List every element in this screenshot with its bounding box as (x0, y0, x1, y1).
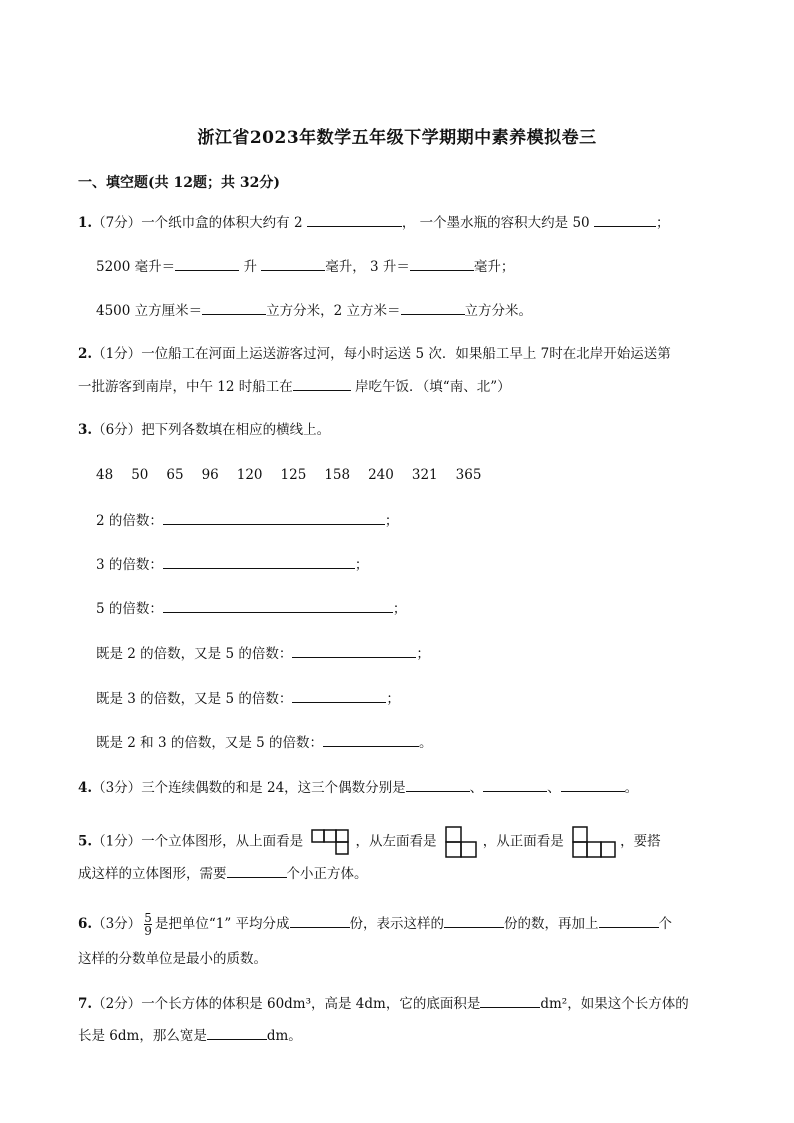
answer-blank[interactable] (323, 732, 419, 747)
question-4-line-1 (78, 777, 638, 797)
answer-blank[interactable] (290, 913, 350, 928)
answer-blank[interactable] (307, 212, 402, 227)
front-view-figure (572, 826, 616, 858)
question-7-line-1 (78, 993, 689, 1013)
multiples-of-2-and-5-line (96, 643, 430, 663)
page-title: 浙江省2023年数学五年级下学期期中素养模拟卷三 (197, 128, 597, 148)
number-item: 365 (455, 467, 482, 483)
question-score: （7分） (92, 215, 142, 231)
question-text: 一个长方体的体积是 60dm³，高是 4dm，它的底面积是 (141, 996, 481, 1012)
question-score: （1分） (92, 833, 142, 850)
question-text: ； (392, 601, 407, 617)
question-text: 长是 6dm，那么宽是 (78, 1028, 207, 1044)
question-text: 、 (469, 780, 484, 796)
question-text: 。 (624, 780, 639, 796)
question-text: 。 (419, 735, 433, 751)
question-number: 6. (78, 916, 93, 932)
question-number: 4. (78, 780, 93, 796)
answer-blank[interactable] (202, 300, 266, 315)
answer-blank[interactable] (480, 993, 540, 1008)
question-text: 份，表示这样的 (349, 916, 445, 932)
number-item: 50 (131, 467, 149, 483)
answer-blank[interactable] (163, 598, 393, 613)
number-item: 321 (411, 467, 438, 483)
question-text: 4500 立方厘米＝ (96, 303, 203, 319)
left-view-figure (445, 826, 479, 858)
multiples-of-3-line (96, 554, 368, 574)
question-text: 个 (658, 916, 673, 932)
question-text: 岸吃午饭．（填“南、北”） (350, 379, 511, 395)
answer-blank[interactable] (163, 510, 385, 525)
fraction-denominator: 9 (144, 924, 152, 938)
question-text: ，从正面看是 (482, 833, 564, 850)
number-item: 158 (324, 467, 351, 483)
multiples-of-5-line (96, 598, 406, 618)
multiples-of-3-and-5-line (96, 688, 400, 708)
number-item: 65 (166, 467, 184, 483)
answer-blank[interactable] (599, 913, 659, 928)
question-7-line-2 (78, 1025, 302, 1045)
question-text: ， 一个墨水瓶的容积大约是 50 (401, 215, 590, 231)
question-text: 2 的倍数： (96, 513, 163, 529)
answer-blank[interactable] (292, 643, 416, 658)
answer-blank[interactable] (261, 256, 325, 271)
answer-blank[interactable] (227, 863, 287, 878)
question-1-line-3 (96, 300, 532, 320)
multiples-of-2-line (96, 510, 398, 530)
question-text: ； (655, 215, 670, 231)
question-text: ； (384, 513, 399, 529)
answer-blank[interactable] (207, 1025, 267, 1040)
top-view-figure (311, 829, 351, 855)
question-text: 3 的倍数： (96, 557, 163, 573)
answer-blank[interactable] (483, 777, 547, 792)
number-item: 96 (201, 467, 219, 483)
answer-blank[interactable] (444, 913, 504, 928)
question-5-line-2 (78, 863, 368, 883)
fraction (144, 912, 152, 937)
number-item: 120 (236, 467, 263, 483)
question-text: 既是 2 和 3 的倍数，又是 5 的倍数： (96, 735, 324, 751)
question-1-line-1 (78, 212, 669, 232)
question-text: 成这样的立体图形，需要 (78, 866, 227, 882)
question-text: ； (386, 691, 400, 707)
answer-blank[interactable] (175, 256, 239, 271)
question-number: 5. (78, 833, 93, 850)
question-text: 把下列各数填在相应的横线上。 (141, 422, 331, 438)
question-text: 升 (243, 259, 257, 275)
question-text: 毫升， 3 升＝ (325, 259, 410, 275)
question-6-line-1 (78, 912, 672, 937)
question-text: dm。 (266, 1028, 302, 1044)
answer-blank[interactable] (293, 376, 351, 391)
question-score: （2分） (92, 996, 142, 1012)
number-item: 240 (368, 467, 394, 483)
question-text: 5 的倍数： (96, 601, 163, 617)
answer-blank[interactable] (594, 212, 656, 227)
multiples-of-2-3-5-line (96, 732, 433, 752)
question-text: ，从左面看是 (355, 833, 437, 850)
question-3-line-1 (78, 421, 330, 439)
question-text: 这样的分数单位是最小的质数。 (78, 951, 267, 967)
question-2-line-2 (78, 376, 511, 396)
answer-blank[interactable] (292, 688, 386, 703)
question-5-line-1 (78, 826, 661, 858)
question-text: 个小正方体。 (286, 866, 368, 882)
question-text: ； (354, 557, 369, 573)
question-text: 、 (547, 780, 561, 796)
question-number: 2. (78, 346, 93, 362)
answer-blank[interactable] (561, 777, 625, 792)
question-text: ； (416, 646, 430, 662)
question-1-line-2 (96, 256, 514, 276)
question-6-line-2 (78, 950, 267, 968)
question-text: 是把单位“1” 平均分成 (154, 916, 290, 932)
answer-blank[interactable] (410, 256, 474, 271)
answer-blank[interactable] (406, 777, 470, 792)
question-text: ，要搭 (620, 833, 661, 850)
number-item: 125 (280, 467, 307, 483)
fraction-numerator: 5 (144, 911, 152, 925)
number-item: 48 (96, 467, 114, 483)
section-heading: 一、填空题(共 12题；共 32分) (78, 175, 280, 191)
question-text: 份的数，再加上 (504, 916, 599, 932)
question-number: 7. (78, 996, 93, 1012)
question-2-line-1 (78, 345, 671, 363)
question-text: 三个连续偶数的和是 24，这三个偶数分别是 (141, 780, 406, 796)
answer-blank[interactable] (401, 300, 465, 315)
question-text: 一批游客到南岸，中午 12 时船工在 (78, 379, 293, 395)
question-number: 1. (78, 215, 93, 231)
question-text: 5200 毫升＝ (96, 259, 176, 275)
question-text: 既是 2 的倍数，又是 5 的倍数： (96, 646, 293, 662)
question-text: 立方分米。 (464, 303, 533, 319)
question-score: （3分） (92, 916, 142, 932)
answer-blank[interactable] (163, 554, 355, 569)
question-score: （6分） (92, 422, 142, 438)
question-text: 一个立体图形，从上面看是 (141, 833, 304, 850)
question-text: dm²，如果这个长方体的 (540, 996, 689, 1012)
question-number: 3. (78, 422, 93, 438)
question-score: （3分） (92, 780, 142, 796)
question-text: 一位船工在河面上运送游客过河，每小时运送 5 次．如果船工早上 7时在北岸开始运送第 (141, 346, 671, 362)
question-text: 立方分米，2 立方米＝ (266, 303, 401, 319)
number-list (96, 466, 499, 484)
question-score: （1分） (92, 346, 142, 362)
question-text: 毫升； (473, 259, 515, 275)
question-text: 既是 3 的倍数，又是 5 的倍数： (96, 691, 293, 707)
question-text: 一个纸巾盒的体积大约有 2 (141, 215, 303, 231)
